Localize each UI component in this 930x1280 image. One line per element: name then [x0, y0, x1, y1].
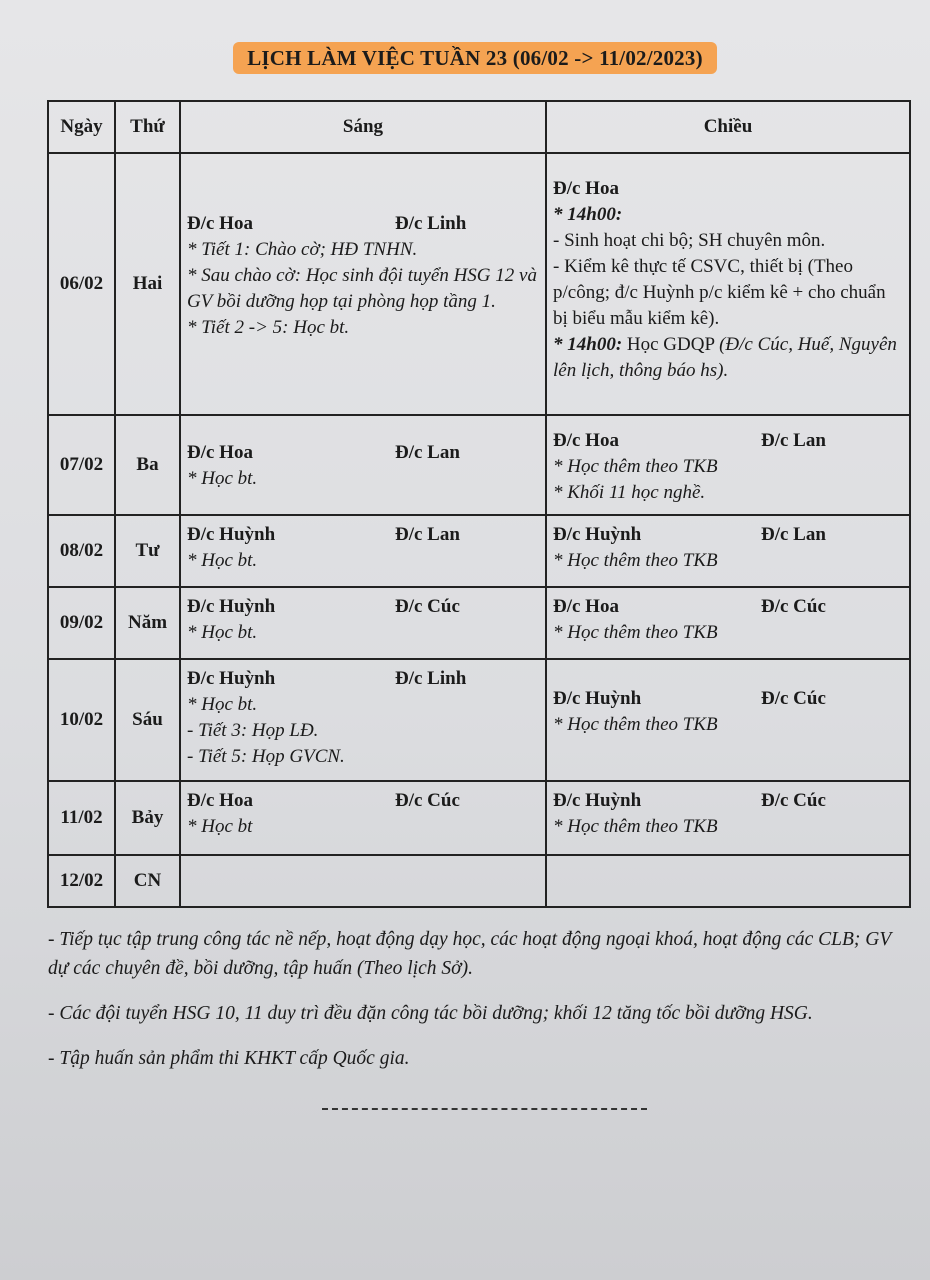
activity-line: - Tiết 3: Họp LĐ. [187, 720, 319, 741]
activity-line: * Học bt. [187, 694, 258, 715]
note-item: - Tiếp tục tập trung công tác nề nếp, hoạt động dạy học, các hoạt động ngoại khoá, hoạt động các CLB; GV dự các chuyên đề, bồi dưỡng, tập huấn (Theo lịch Sở). [48, 929, 891, 979]
staff-secondary: Đ/c Cúc [395, 790, 460, 811]
staff-secondary: Đ/c Lan [761, 430, 826, 451]
morning-cell [180, 415, 546, 515]
time-label: * 14h00: [553, 204, 623, 225]
staff-pair [187, 788, 539, 814]
activity-line: * Sau chào cờ: Học sinh đội tuyển HSG 12 và GV bồi dưỡng họp tại phòng họp tầng 1. [187, 265, 537, 312]
staff-pair [553, 428, 903, 454]
staff-primary: Đ/c Huỳnh [553, 524, 642, 545]
activity-line [553, 332, 903, 384]
staff-pair [187, 211, 539, 237]
afternoon-cell [546, 855, 910, 907]
table-row [48, 587, 910, 659]
morning-cell [180, 153, 546, 415]
staff-pair [553, 522, 903, 548]
morning-cell [180, 659, 546, 781]
staff-pair [187, 666, 539, 692]
staff-secondary: Đ/c Lan [761, 524, 826, 545]
activity-line: * Học bt. [187, 468, 258, 489]
staff-pair [553, 686, 903, 712]
table-header-row [48, 101, 910, 153]
table-row [48, 153, 910, 415]
activity-line: * Tiết 2 -> 5: Học bt. [187, 317, 350, 338]
row-day: CN [115, 855, 180, 907]
row-day: Hai [115, 153, 180, 415]
row-day: Ba [115, 415, 180, 515]
staff-primary: Đ/c Huỳnh [187, 524, 276, 545]
table-row [48, 855, 910, 907]
staff-primary: Đ/c Huỳnh [553, 688, 642, 709]
activity-line: * Học thêm theo TKB [553, 714, 718, 735]
activity-note: (Đ/c Cúc, Huế, Nguyên lên lịch, thông báo hs). [553, 334, 897, 381]
staff-secondary: Đ/c Lan [395, 524, 460, 545]
activity-line: * Khối 11 học nghề. [553, 482, 706, 503]
time-label: * 14h00: [553, 334, 623, 355]
activity-line: * Học thêm theo TKB [553, 622, 718, 643]
activity-line: * Học bt. [187, 622, 258, 643]
title-highlight: LỊCH LÀM VIỆC TUẦN 23 (06/02 -> 11/02/2023) [233, 42, 717, 74]
afternoon-cell [546, 659, 910, 781]
schedule-table [47, 100, 911, 908]
row-day: Tư [115, 515, 180, 587]
header-morning: Sáng [180, 101, 546, 153]
table-row [48, 659, 910, 781]
morning-cell [180, 855, 546, 907]
staff-pair [553, 788, 903, 814]
activity-line: * Học thêm theo TKB [553, 456, 718, 477]
staff-secondary: Đ/c Lan [395, 442, 460, 463]
staff-primary: Đ/c Hoa [553, 178, 619, 199]
activity-line: * Học bt [187, 816, 253, 837]
header-afternoon: Chiều [546, 101, 910, 153]
activity-line: * Tiết 1: Chào cờ; HĐ TNHN. [187, 239, 418, 260]
staff-primary: Đ/c Hoa [553, 596, 619, 617]
morning-cell [180, 587, 546, 659]
staff-secondary: Đ/c Cúc [761, 790, 826, 811]
staff-primary: Đ/c Huỳnh [553, 790, 642, 811]
table-row [48, 781, 910, 855]
table-row [48, 515, 910, 587]
note-item: - Tập huấn sản phẩm thi KHKT cấp Quốc gia. [48, 1048, 410, 1069]
row-date: 07/02 [48, 415, 115, 515]
row-date: 08/02 [48, 515, 115, 587]
activity-line: * Học thêm theo TKB [553, 550, 718, 571]
staff-secondary: Đ/c Cúc [761, 596, 826, 617]
staff-secondary: Đ/c Linh [395, 668, 467, 689]
staff-pair [187, 594, 539, 620]
activity-text: Học GDQP [626, 334, 715, 355]
afternoon-cell [546, 587, 910, 659]
staff-pair [187, 440, 539, 466]
staff-primary: Đ/c Huỳnh [187, 668, 276, 689]
row-day: Sáu [115, 659, 180, 781]
staff-primary: Đ/c Huỳnh [187, 596, 276, 617]
row-date: 09/02 [48, 587, 115, 659]
staff-primary: Đ/c Hoa [187, 213, 253, 234]
dashed-divider [322, 1108, 647, 1110]
note-item: - Các đội tuyển HSG 10, 11 duy trì đều đặn công tác bồi dưỡng; khối 12 tăng tốc bồi dưỡng HSG. [48, 1003, 813, 1024]
staff-secondary: Đ/c Cúc [395, 596, 460, 617]
morning-cell [180, 515, 546, 587]
staff-primary: Đ/c Hoa [187, 790, 253, 811]
activity-line: * Học bt. [187, 550, 258, 571]
afternoon-cell [546, 153, 910, 415]
afternoon-cell [546, 415, 910, 515]
row-date: 10/02 [48, 659, 115, 781]
staff-primary: Đ/c Hoa [187, 442, 253, 463]
morning-cell [180, 781, 546, 855]
table-row [48, 415, 910, 515]
row-day: Bảy [115, 781, 180, 855]
page-title [195, 38, 755, 78]
header-date: Ngày [48, 101, 115, 153]
activity-line: - Tiết 5: Họp GVCN. [187, 746, 345, 767]
activity-line: - Sinh hoạt chi bộ; SH chuyên môn. [553, 230, 826, 251]
notes-section [48, 925, 903, 1089]
row-date: 12/02 [48, 855, 115, 907]
staff-secondary: Đ/c Linh [395, 213, 467, 234]
staff-pair [553, 594, 903, 620]
row-day: Năm [115, 587, 180, 659]
header-day: Thứ [115, 101, 180, 153]
afternoon-cell [546, 515, 910, 587]
afternoon-cell [546, 781, 910, 855]
staff-pair [187, 522, 539, 548]
row-date: 06/02 [48, 153, 115, 415]
row-date: 11/02 [48, 781, 115, 855]
staff-primary: Đ/c Hoa [553, 430, 619, 451]
activity-line: * Học thêm theo TKB [553, 816, 718, 837]
staff-secondary: Đ/c Cúc [761, 688, 826, 709]
activity-line: - Kiểm kê thực tế CSVC, thiết bị (Theo p/công; đ/c Huỳnh p/c kiểm kê + cho chuẩn bị biểu mẫu kiểm kê). [553, 256, 886, 329]
